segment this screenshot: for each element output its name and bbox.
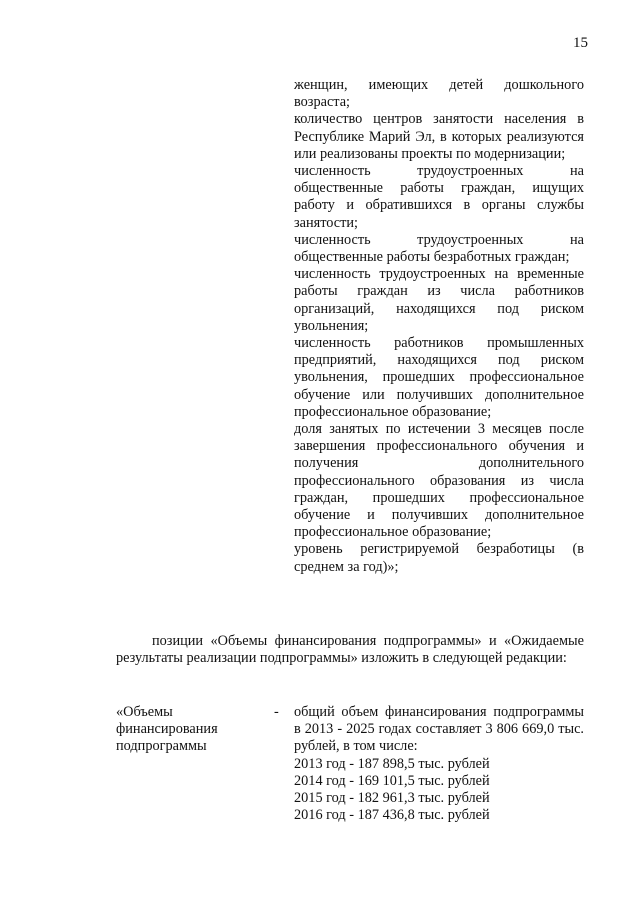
year-line: 2014 год - 169 101,5 тыс. рублей xyxy=(294,772,490,789)
year-line: 2015 год - 182 961,3 тыс. рублей xyxy=(294,790,490,807)
list-item: уровень регистрируемой безработицы (в среднем за год)»; xyxy=(294,541,584,575)
list-item: доля занятых по истечении 3 месяцев после завершения профессионального обучения и получения дополнительного профессионального образования из числа граждан, прошедших профессиональное обучение и получивших дополнительное профессиональное образование; xyxy=(294,421,584,541)
year-line: 2013 год - 187 898,5 тыс. рублей xyxy=(294,755,490,772)
page-number: 15 xyxy=(573,35,588,51)
year-line: 2016 год - 187 436,8 тыс. рублей xyxy=(294,807,490,824)
financing-intro: общий объем финансирования подпрограммы в 2013 - 2025 годах составляет 3 806 669,0 тыс. рублей, в том числе: xyxy=(294,704,584,755)
list-item: численность трудоустроенных на общественные работы граждан, ищущих работу и обратившихся в органы службы занятости; xyxy=(294,163,584,231)
list-item: численность работников промышленных предприятий, находящихся под риском увольнения, прошедших профессиональное обучение или получивших дополнительное профессиональное образование; xyxy=(294,335,584,420)
table-dash: - xyxy=(274,704,279,720)
instruction-paragraph: позиции «Объемы финансирования подпрограммы» и «Ожидаемые результаты реализации подпрограммы» изложить в следующей редакции: xyxy=(116,633,584,667)
table-left-label: «Объемы финансирования подпрограммы xyxy=(116,704,218,755)
list-item: женщин, имеющих детей дошкольного возраста; xyxy=(294,77,584,111)
table-right-cell xyxy=(294,704,584,824)
list-item: количество центров занятости населения в Республике Марий Эл, в которых реализуются или реализованы проекты по модернизации; xyxy=(294,111,584,162)
list-item: численность трудоустроенных на временные работы граждан из числа работников организаций, находящихся под риском увольнения; xyxy=(294,266,584,334)
indicator-list xyxy=(294,77,584,576)
list-item: численность трудоустроенных на общественные работы безработных граждан; xyxy=(294,231,584,266)
